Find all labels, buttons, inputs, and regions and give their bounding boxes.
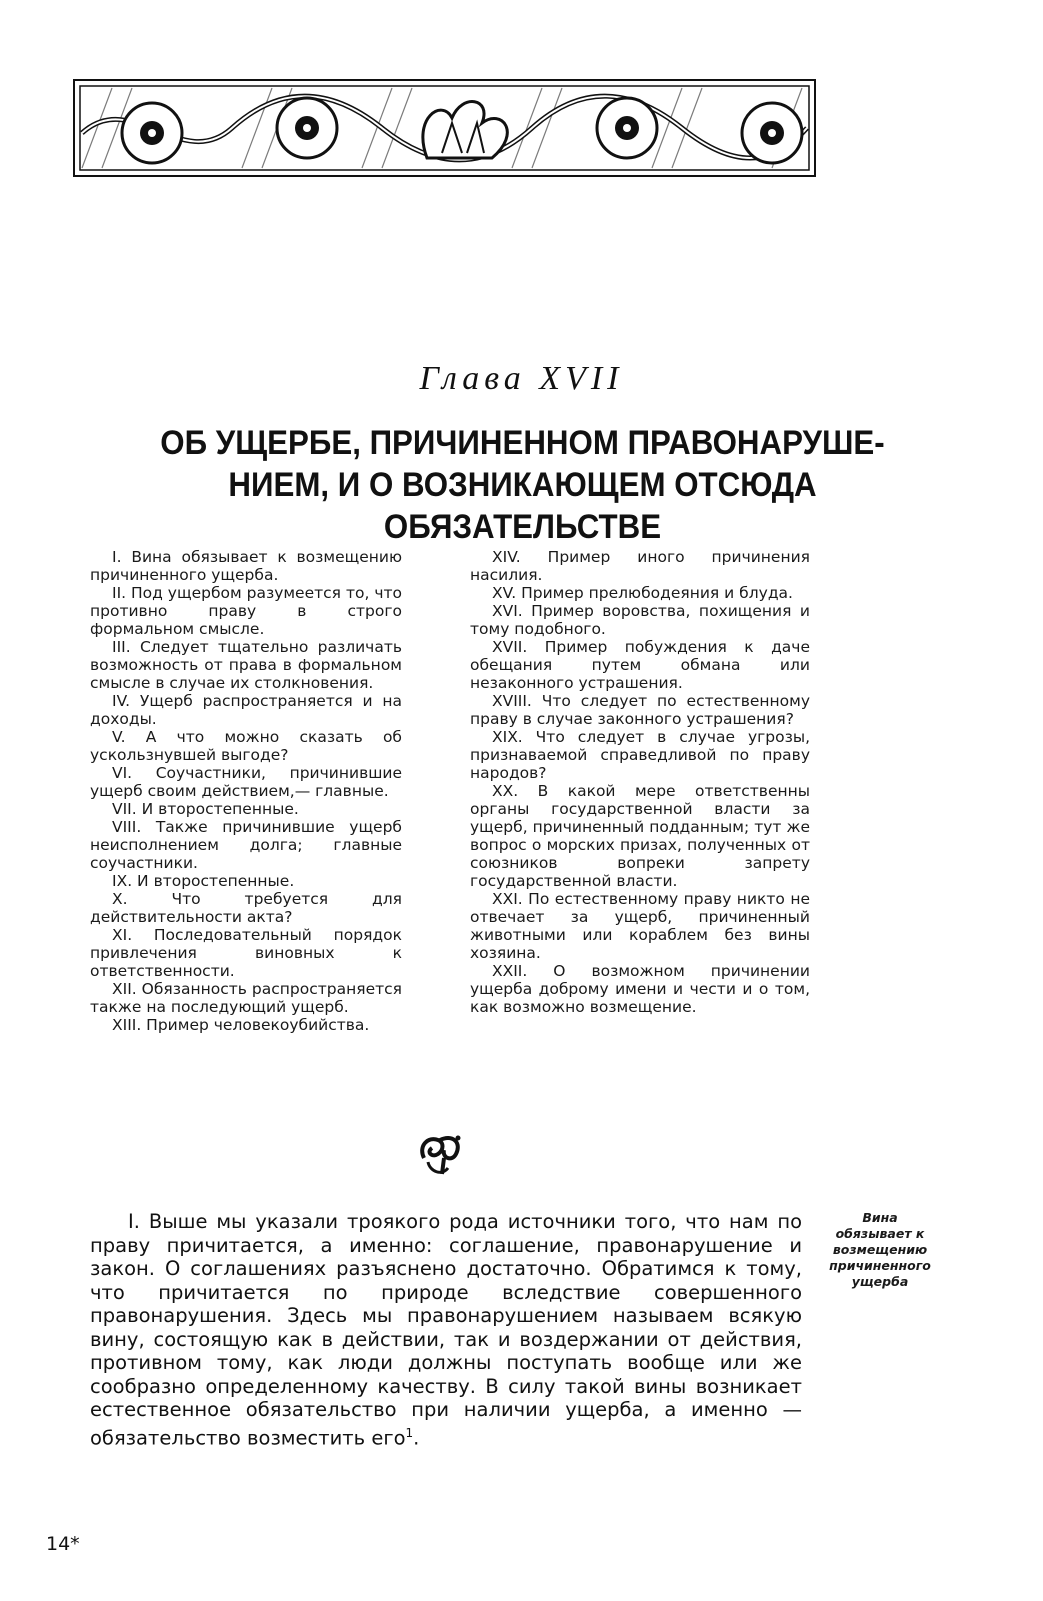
contents-item: XI. Последовательный порядок привлечения виновных к ответственности. bbox=[90, 926, 402, 980]
body-text bbox=[90, 1210, 802, 1450]
contents-item: XXI. По естественному праву никто не отвечает за ущерб, причиненный животными или кораблем без вины хозяина. bbox=[470, 890, 810, 962]
paragraph-end-punctuation: . bbox=[413, 1426, 420, 1449]
contents-item: XX. В какой мере ответственны органы государственной власти за ущерб, причиненный подданным; тут же вопрос о морских призах, полученных от союзников вопреки запрету государственной власти. bbox=[470, 782, 810, 890]
chapter-title-line: ОБЯЗАТЕЛЬСТВЕ bbox=[383, 508, 662, 546]
chapter-label: Глава XVII bbox=[419, 360, 624, 397]
contents-column-right bbox=[470, 548, 810, 1016]
monogram-ornament-icon bbox=[414, 1128, 466, 1180]
contents-item: XXII. О возможном причинении ущерба доброму имени и чести и о том, как возможно возмещение. bbox=[470, 962, 810, 1016]
contents-item: XIII. Пример человекоубийства. bbox=[112, 1016, 370, 1034]
contents-item: I. Вина обязывает к возмещению причиненного ущерба. bbox=[90, 548, 402, 584]
contents-item: XIV. Пример иного причинения насилия. bbox=[470, 548, 810, 584]
chapter-title-line: ОБ УЩЕРБЕ, ПРИЧИНЕННОМ ПРАВОНАРУШЕ- bbox=[160, 424, 885, 462]
margin-note: Вина обязывает к возмещению причиненного ущерба bbox=[829, 1210, 931, 1289]
contents-item: XVI. Пример воровства, похищения и тому подобного. bbox=[470, 602, 810, 638]
body-paragraph bbox=[90, 1210, 802, 1450]
contents-column-left bbox=[90, 548, 402, 1034]
contents-item: XII. Обязанность распространяется также на последующий ущерб. bbox=[90, 980, 402, 1016]
footnote-reference[interactable]: 1 bbox=[405, 1425, 414, 1440]
contents-item: III. Следует тщательно различать возможность от права в формальном смысле в случае их столкновения. bbox=[90, 638, 402, 692]
contents-item: VII. И второстепенные. bbox=[112, 800, 299, 818]
contents-item: IV. Ущерб распространяется и на доходы. bbox=[90, 692, 402, 728]
ornament-vine-icon bbox=[72, 78, 817, 178]
body-paragraph-text: I. Выше мы указали троякого рода источники того, что нам по праву причитается, а именно: соглашение, правонарушение и закон. О соглашениях разъяснено достаточно. Обратимся к тому, что причитается по природе вследствие совершенного правонарушения. Здесь мы правонарушением называем всякую вину, состоящую как в действии, так и воздержании от действия, противном тому, как люди должны поступать вообще или же сообразно определенному качеству. В силу такой вины возникает естественное обязательство при наличии ущерба, а именно — обязательство возместить его bbox=[90, 1210, 802, 1449]
chapter-title-line: НИЕМ, И О ВОЗНИКАЮЩЕМ ОТСЮДА bbox=[228, 466, 817, 504]
contents-item: XVII. Пример побуждения к даче обещания путем обмана или незаконного устрашения. bbox=[470, 638, 810, 692]
contents-item: XV. Пример прелюбодеяния и блуда. bbox=[492, 584, 793, 602]
contents-item: VI. Соучастники, причинившие ущерб своим действием,— главные. bbox=[90, 764, 402, 800]
contents-item: VIII. Также причинившие ущерб неисполнением долга; главные соучастники. bbox=[90, 818, 402, 872]
contents-item: IX. И второстепенные. bbox=[112, 872, 295, 890]
contents-item: XVIII. Что следует по естественному праву в случае законного устрашения? bbox=[470, 692, 810, 728]
contents-item: V. А что можно сказать об ускользнувшей выгоде? bbox=[90, 728, 402, 764]
contents-item: II. Под ущербом разумеется то, что противно праву в строго формальном смысле. bbox=[90, 584, 402, 638]
page-number: 14* bbox=[46, 1533, 80, 1555]
chapter-title bbox=[83, 422, 962, 548]
contents-item: X. Что требуется для действительности акта? bbox=[90, 890, 402, 926]
contents-item: XIX. Что следует в случае угрозы, признаваемой справедливой по праву народов? bbox=[470, 728, 810, 782]
